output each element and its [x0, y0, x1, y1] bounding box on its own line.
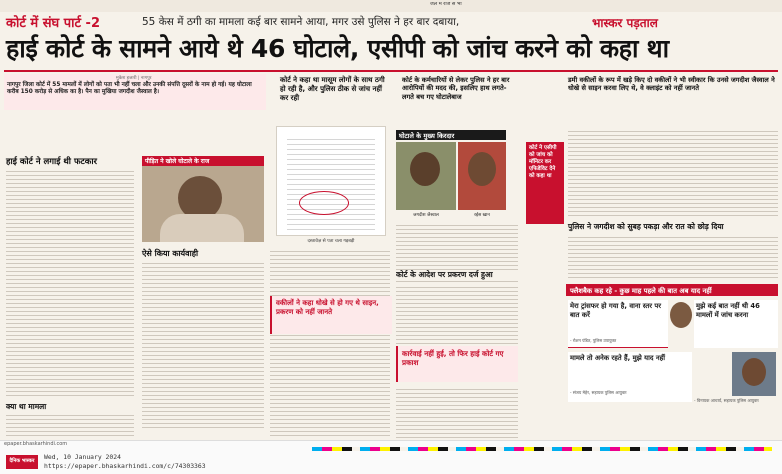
- column-two-text: [270, 248, 390, 438]
- court-quote: कोर्ट ने कहा था मासूम लोगों के साथ ठगी हो रही है, और पुलिस ठीक से जांच नहीं कर रही: [280, 76, 385, 102]
- person-2-head: [468, 152, 496, 186]
- action-subhead: ऐसे किया कार्यवाही: [142, 249, 199, 258]
- officer-photo-2: [732, 352, 776, 396]
- footer-url: https://epaper.bhaskarhindi.com/c/74303363: [44, 462, 206, 470]
- transfer-quote-by: - रोशन पंडित, पुलिस उपायुक्त: [570, 338, 617, 343]
- person-1-name: जगदीश जैस्वाल: [413, 213, 439, 218]
- investigation-quote-by: - विनायक आचार्य, सहायक पुलिस आयुक्त: [694, 398, 759, 403]
- lawyers-quote-box: [270, 296, 392, 334]
- headline-rule: [4, 70, 778, 72]
- photo-caption: पीड़ित ने खोले घोटाले के राज: [142, 156, 264, 166]
- investigation-quote: मुझे कई बात नहीं थी 46 मामलों में जांच करना: [696, 302, 760, 319]
- series-kicker: कोर्ट में संघ पार्ट -2: [6, 16, 100, 31]
- many-cases-box: [568, 352, 692, 402]
- person-photo-2: [458, 142, 506, 210]
- order-text: [396, 284, 518, 344]
- deck-text: 55 केस में ठगी का मामला कई बार सामने आया, मगर उसे पुलिस ने हर बार दबाया,: [142, 16, 460, 28]
- person-2-name: रईस खान: [474, 213, 490, 218]
- footer: [0, 440, 782, 474]
- transfer-quote: मेरा ट्रांसफर हो गया है, वाना स्तर पर बात करें: [570, 302, 662, 319]
- dummy-lawyers-quote: डमी वकीलों के रूप में खड़े किए दो वकीलों ने भी स्वीकार कि उनसे जगदीश जैस्वाल ने धोखे से साइन करवा लिए थे, वे क्लाइंट को नहीं जानते: [568, 76, 775, 93]
- no-action-quote: कार्रवाई नहीं हुई, तो फिर हाई कोर्ट गए प्रकाश: [402, 349, 504, 367]
- top-right-fragment: जल में राज से भी: [430, 2, 462, 7]
- staff-quote: कोर्ट के कर्मचारियों से लेकर पुलिस ने हर बार आरोपियों की मदद की, इसलिए हाथ लगते-लगते बच गए घोटालेबाज: [402, 76, 510, 101]
- police-text: [568, 234, 778, 280]
- officer-photo-2-head: [742, 358, 766, 386]
- police-subhead: पुलिस ने जगदीश को सुबह पकड़ा और रात को छोड़ दिया: [568, 222, 724, 231]
- column-one: [4, 74, 266, 440]
- body-text-block: [6, 168, 134, 398]
- transfer-quote-box: [568, 300, 668, 348]
- flashback-bar: फ्लैशबैक कह रहे - कुछ माह पहले की बात अब याद नहीं: [566, 284, 778, 296]
- top-cropped-strip: [0, 0, 782, 12]
- victim-photo: [142, 156, 264, 242]
- person-body: [160, 214, 244, 242]
- lead-box: [4, 74, 266, 110]
- column-three-text-2: [396, 386, 518, 438]
- characters-heading: घोटाले के मुख्य किरदार: [396, 130, 506, 140]
- column-four: [566, 74, 778, 440]
- footer-site: epaper.bhaskarhindi.com: [4, 441, 68, 447]
- person-photo-1: [396, 142, 456, 210]
- highcourt-subhead: हाई कोर्ट ने लगाई थी फटकार: [6, 157, 98, 167]
- document-lines: [287, 135, 375, 231]
- kicker-row: [4, 12, 778, 32]
- document-highlight-circle: [299, 191, 349, 215]
- main-headline: हाई कोर्ट के सामने आये थे 46 घोटाले, एसीपी को जांच करने को कहा था: [6, 34, 669, 63]
- case-text-block: [6, 412, 134, 438]
- lead-paragraph: नागपुर जिला कोर्ट में 55 मामलों में लोगों को पता भी नहीं चला और उनकी संपत्ति दूसरों के नाम हो गई। यह घोटाला करीब 150 करोड़ से अधिक का है। पैन का मुखिया जगदीश जैस्वाल है।: [7, 82, 252, 96]
- footer-date: Wed, 10 January 2024: [44, 453, 121, 461]
- order-subhead: कोर्ट के आदेश पर प्रकरण दर्ज हुआ: [396, 270, 518, 280]
- byline: मुकेश हजारी | नागपुर: [116, 76, 152, 81]
- action-text-block: [142, 260, 264, 430]
- column-four-text: [568, 128, 778, 216]
- investigation-quote-box: [694, 300, 778, 348]
- investigation-tag: भास्कर पड़ताल: [592, 16, 658, 30]
- color-registration-bar: [312, 447, 772, 451]
- no-action-box: [396, 346, 518, 382]
- document-caption: दस्तावेज़ से पता चला गड़बड़ी: [307, 239, 355, 244]
- many-cases-quote: मामले तो अनेक रहते हैं, मुझे याद नहीं: [570, 354, 665, 362]
- column-two: [270, 74, 392, 440]
- brand-logo: दैनिक भास्कर: [6, 455, 38, 469]
- lawyers-quote: वकीलों ने कहा धोखे से हो गए थे साइन, प्रकरण को नहीं जानते: [276, 299, 379, 316]
- officer-photo-1: [670, 302, 692, 328]
- column-three: [396, 74, 518, 440]
- acp-side-note: कोर्ट ने एसीपी को जांच को मॉनिटर कर एफिडेविट देने को कहा था: [526, 142, 564, 224]
- case-subhead: क्या था मामला: [6, 402, 47, 411]
- court-document-image: [276, 126, 386, 236]
- many-cases-quote-by: - संजय मेहेर, सहायक पुलिस आयुक्त: [570, 390, 627, 395]
- person-1-head: [410, 152, 440, 186]
